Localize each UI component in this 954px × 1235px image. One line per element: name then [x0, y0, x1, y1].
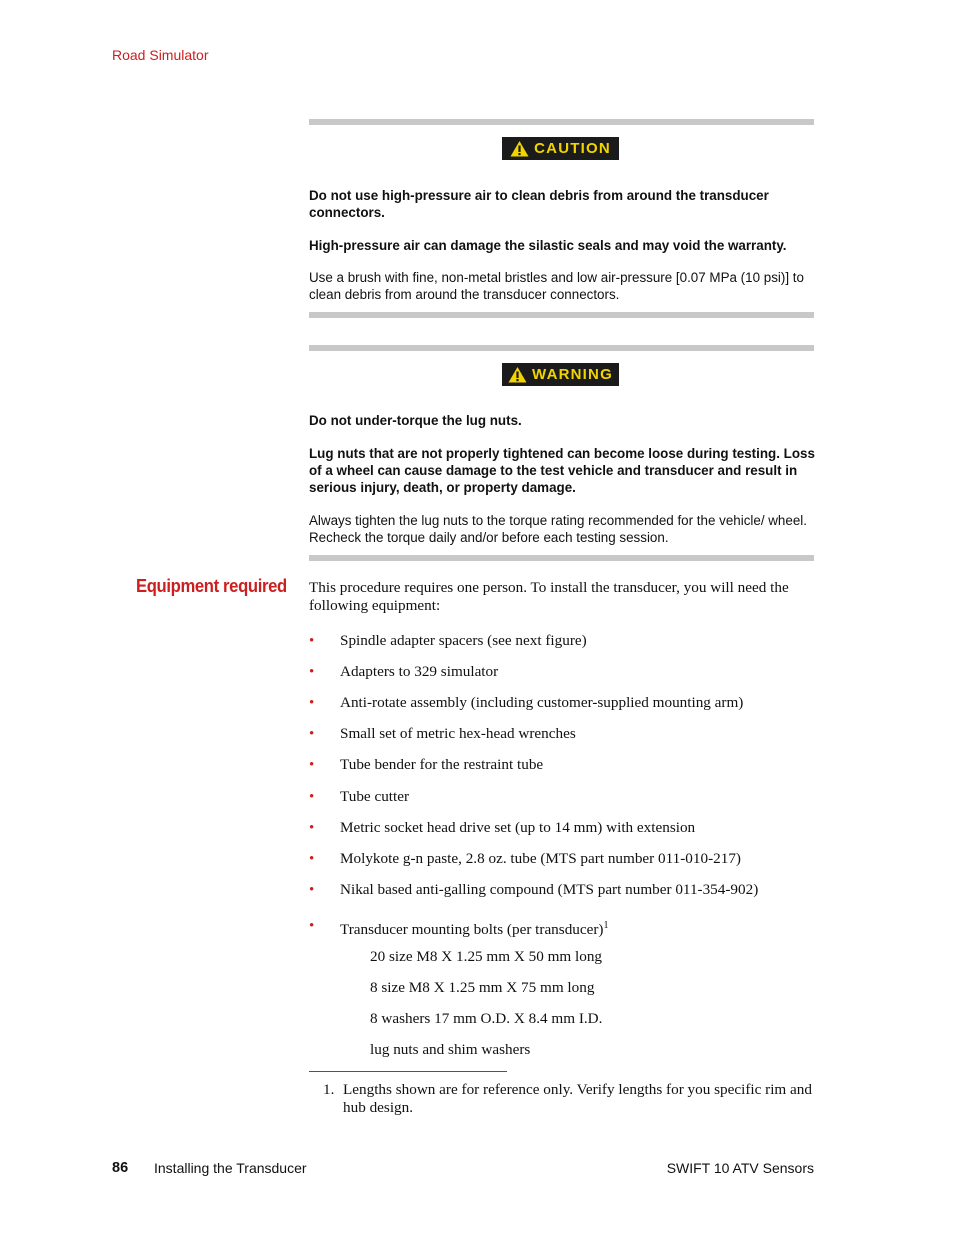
list-item-text: Molykote g-n paste, 2.8 oz. tube (MTS part number 011-010-217) [340, 850, 741, 867]
page-number: 86 [112, 1160, 129, 1176]
list-item-text: Anti-rotate assembly (including customer-supplied mounting arm) [340, 694, 744, 711]
warning-instruction: Always tighten the lug nuts to the torque rating recommended for the vehicle/ wheel. Recheck the torque daily and/or before each testing session. [309, 513, 807, 545]
sub-list-item: lug nuts and shim washers [370, 1041, 531, 1058]
running-header: Road Simulator [112, 47, 209, 63]
section-heading: Equipment required [136, 575, 287, 596]
bullet-marker: • [309, 789, 315, 805]
warning-badge [502, 363, 619, 386]
caution-consequence: High-pressure air can damage the silastic seals and may void the warranty. [309, 238, 787, 253]
warning-triangle-icon [508, 366, 527, 383]
warning-label: WARNING [532, 366, 613, 383]
warning-bottom-rule [309, 555, 814, 561]
list-item-text: Small set of metric hex-head wrenches [340, 725, 576, 742]
caution-bottom-rule [309, 312, 814, 318]
sub-list-item: 8 washers 17 mm O.D. X 8.4 mm I.D. [370, 1010, 603, 1027]
footnote-number: 1. [323, 1081, 335, 1098]
footer-chapter-title: Installing the Transducer [154, 1160, 307, 1176]
list-item-text: Spindle adapter spacers (see next figure) [340, 632, 587, 649]
footnote-separator [309, 1071, 507, 1072]
bullet-marker: • [309, 820, 315, 836]
warning-top-rule [309, 345, 814, 351]
bullet-marker: • [309, 726, 315, 742]
warning-consequence: Lug nuts that are not properly tightened can become loose during testing. Loss of a wheel can cause damage to the test vehicle and transducer and result in serious injury, death, or property damage. [309, 446, 815, 495]
list-item-text: Tube cutter [340, 788, 410, 805]
caution-badge [502, 137, 619, 160]
list-item-text: Tube bender for the restraint tube [340, 756, 544, 773]
caution-label: CAUTION [534, 140, 611, 157]
bullet-marker: • [309, 851, 315, 867]
caution-instruction: Use a brush with fine, non-metal bristles and low air-pressure [0.07 MPa (10 psi)] to clean debris from around the transducer connectors. [309, 270, 804, 302]
bullet-marker: • [309, 882, 315, 898]
caution-statement: Do not use high-pressure air to clean debris from around the transducer connectors. [309, 188, 769, 220]
warning-triangle-icon [510, 140, 529, 157]
list-item-text: Nikal based anti-galling compound (MTS part number 011-354-902) [340, 881, 759, 898]
caution-top-rule [309, 119, 814, 125]
list-item-text: Metric socket head drive set (up to 14 mm) with extension [340, 819, 696, 836]
list-item-text [340, 917, 608, 939]
footer-product-name: SWIFT 10 ATV Sensors [666, 1160, 814, 1176]
footnote-reference[interactable]: 1 [603, 920, 609, 931]
bullet-marker: • [309, 695, 315, 711]
footnote-text: Lengths shown are for reference only. Verify lengths for you specific rim and hub design. [343, 1081, 812, 1116]
sub-list-item: 20 size M8 X 1.25 mm X 50 mm long [370, 948, 603, 965]
bullet-marker: • [309, 664, 315, 680]
bullet-marker: • [309, 757, 315, 773]
sub-list-item: 8 size M8 X 1.25 mm X 75 mm long [370, 979, 595, 996]
bullet-marker: • [309, 918, 315, 934]
list-item-text: Adapters to 329 simulator [340, 663, 499, 680]
warning-statement: Do not under-torque the lug nuts. [309, 413, 522, 428]
bullet-marker: • [309, 633, 315, 649]
section-intro: This procedure requires one person. To install the transducer, you will need the following equipment: [309, 579, 789, 614]
mounting-bolts-text: Transducer mounting bolts (per transducer) [340, 921, 604, 939]
